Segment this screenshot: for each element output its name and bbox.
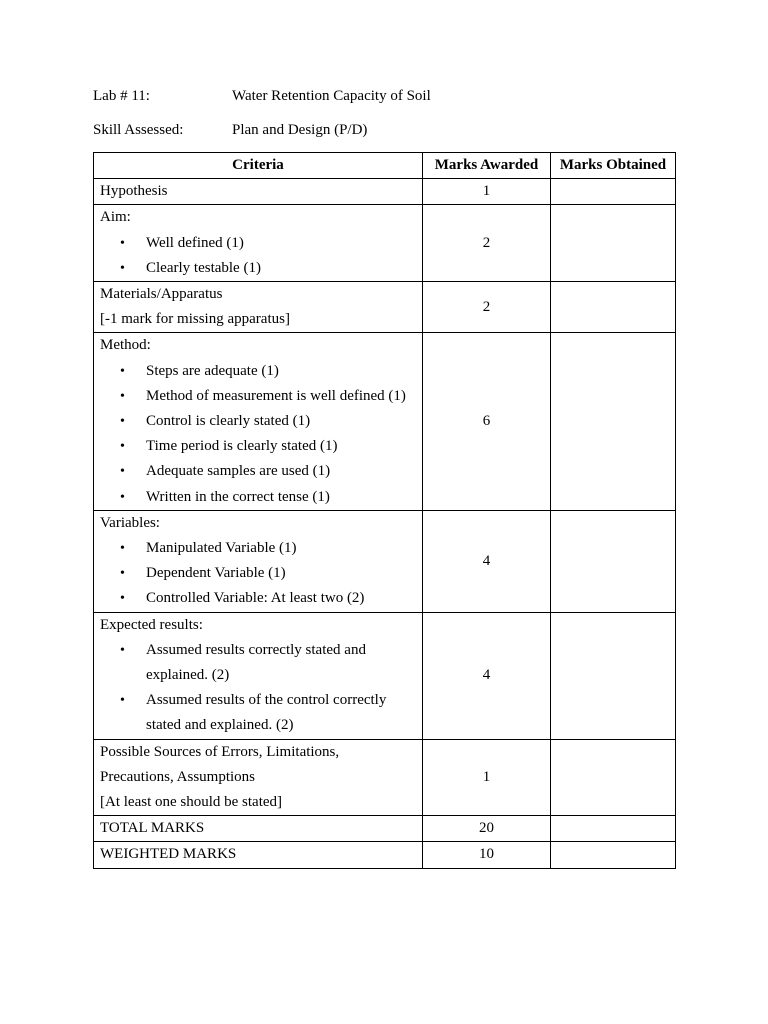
bullet-icon: • — [120, 489, 125, 505]
marks-awarded-cell: 2 — [423, 282, 551, 333]
marks-obtained-cell[interactable] — [551, 333, 676, 510]
list-item — [100, 359, 416, 384]
list-item — [100, 688, 416, 738]
skill-value: Plan and Design (P/D) — [232, 122, 368, 138]
table-row — [94, 816, 676, 842]
marks-obtained-cell[interactable] — [551, 739, 676, 816]
criteria-list — [100, 536, 416, 612]
list-item-text: Method of measurement is well defined (1) — [146, 387, 406, 404]
criteria-title: WEIGHTED MARKS — [100, 846, 237, 863]
criteria-list — [100, 359, 416, 510]
table-row — [94, 282, 676, 333]
bullet-icon: • — [120, 591, 125, 607]
criteria-list — [100, 638, 416, 739]
lab-title: Water Retention Capacity of Soil — [232, 88, 431, 104]
rubric-table — [93, 152, 676, 869]
table-row — [94, 510, 676, 612]
bullet-icon: • — [120, 693, 125, 709]
list-item — [100, 459, 416, 484]
list-item-text: Control is clearly stated (1) — [146, 413, 311, 430]
table-row — [94, 842, 676, 868]
criteria-title: Possible Sources of Errors, Limitations, Precautions, Assumptions — [100, 743, 340, 785]
criteria-title: TOTAL MARKS — [100, 820, 205, 837]
criteria-cell — [94, 333, 423, 510]
criteria-title: Expected results: — [100, 616, 203, 633]
bullet-icon: • — [120, 260, 125, 276]
list-item-text: Controlled Variable: At least two (2) — [146, 590, 365, 607]
criteria-cell — [94, 842, 423, 868]
criteria-title: Hypothesis — [100, 183, 168, 200]
table-row — [94, 739, 676, 816]
list-item — [100, 384, 416, 409]
table-row — [94, 612, 676, 739]
table-header-row — [94, 153, 676, 179]
criteria-cell — [94, 179, 423, 205]
bullet-icon: • — [120, 566, 125, 582]
criteria-cell — [94, 612, 423, 739]
criteria-cell — [94, 510, 423, 612]
marks-obtained-cell[interactable] — [551, 842, 676, 868]
marks-awarded-cell: 4 — [423, 612, 551, 739]
list-item-text: Assumed results of the control correctly stated and explained. (2) — [146, 692, 387, 734]
list-item-text: Dependent Variable (1) — [146, 565, 286, 582]
marks-obtained-cell[interactable] — [551, 179, 676, 205]
rubric-body — [94, 179, 676, 868]
lab-label: Lab # 11: — [93, 88, 150, 104]
marks-obtained-cell[interactable] — [551, 612, 676, 739]
marks-obtained-cell[interactable] — [551, 205, 676, 282]
criteria-note: [-1 mark for missing apparatus] — [100, 311, 290, 328]
criteria-list — [100, 231, 416, 281]
list-item-text: Time period is clearly stated (1) — [146, 438, 338, 455]
criteria-title: Method: — [100, 337, 151, 354]
bullet-icon: • — [120, 414, 125, 430]
bullet-icon: • — [120, 235, 125, 251]
list-item — [100, 485, 416, 510]
list-item-text: Steps are adequate (1) — [146, 362, 279, 379]
list-item — [100, 231, 416, 256]
criteria-cell — [94, 816, 423, 842]
table-row — [94, 333, 676, 510]
bullet-icon: • — [120, 388, 125, 404]
marks-awarded-cell: 2 — [423, 205, 551, 282]
marks-awarded-cell: 1 — [423, 179, 551, 205]
bullet-icon: • — [120, 439, 125, 455]
bullet-icon: • — [120, 541, 125, 557]
skill-label: Skill Assessed: — [93, 122, 184, 138]
list-item — [100, 434, 416, 459]
criteria-cell — [94, 739, 423, 816]
criteria-header: Criteria — [94, 153, 423, 179]
marks-awarded-header: Marks Awarded — [423, 153, 551, 179]
marks-obtained-cell[interactable] — [551, 510, 676, 612]
list-item — [100, 586, 416, 611]
list-item-text: Assumed results correctly stated and explained. (2) — [146, 641, 366, 684]
list-item — [100, 409, 416, 434]
document-page — [93, 84, 675, 869]
table-row — [94, 179, 676, 205]
criteria-cell — [94, 205, 423, 282]
criteria-title: Variables: — [100, 514, 160, 531]
lab-row — [93, 84, 675, 109]
skill-row — [93, 118, 675, 143]
marks-obtained-cell[interactable] — [551, 816, 676, 842]
table-row — [94, 205, 676, 282]
list-item — [100, 561, 416, 586]
marks-awarded-cell: 10 — [423, 842, 551, 868]
list-item-text: Well defined (1) — [146, 234, 244, 251]
list-item — [100, 638, 416, 688]
bullet-icon: • — [120, 642, 125, 658]
list-item — [100, 256, 416, 281]
marks-awarded-cell: 20 — [423, 816, 551, 842]
marks-awarded-cell: 1 — [423, 739, 551, 816]
criteria-title: Materials/Apparatus — [100, 286, 223, 303]
list-item-text: Written in the correct tense (1) — [146, 488, 330, 505]
criteria-note: [At least one should be stated] — [100, 794, 283, 811]
marks-awarded-cell: 4 — [423, 510, 551, 612]
marks-obtained-cell[interactable] — [551, 282, 676, 333]
marks-awarded-cell: 6 — [423, 333, 551, 510]
criteria-cell — [94, 282, 423, 333]
list-item-text: Adequate samples are used (1) — [146, 463, 331, 480]
bullet-icon: • — [120, 464, 125, 480]
list-item — [100, 536, 416, 561]
list-item-text: Clearly testable (1) — [146, 259, 261, 276]
bullet-icon: • — [120, 363, 125, 379]
marks-obtained-header: Marks Obtained — [551, 153, 676, 179]
criteria-title: Aim: — [100, 209, 131, 226]
list-item-text: Manipulated Variable (1) — [146, 540, 297, 557]
